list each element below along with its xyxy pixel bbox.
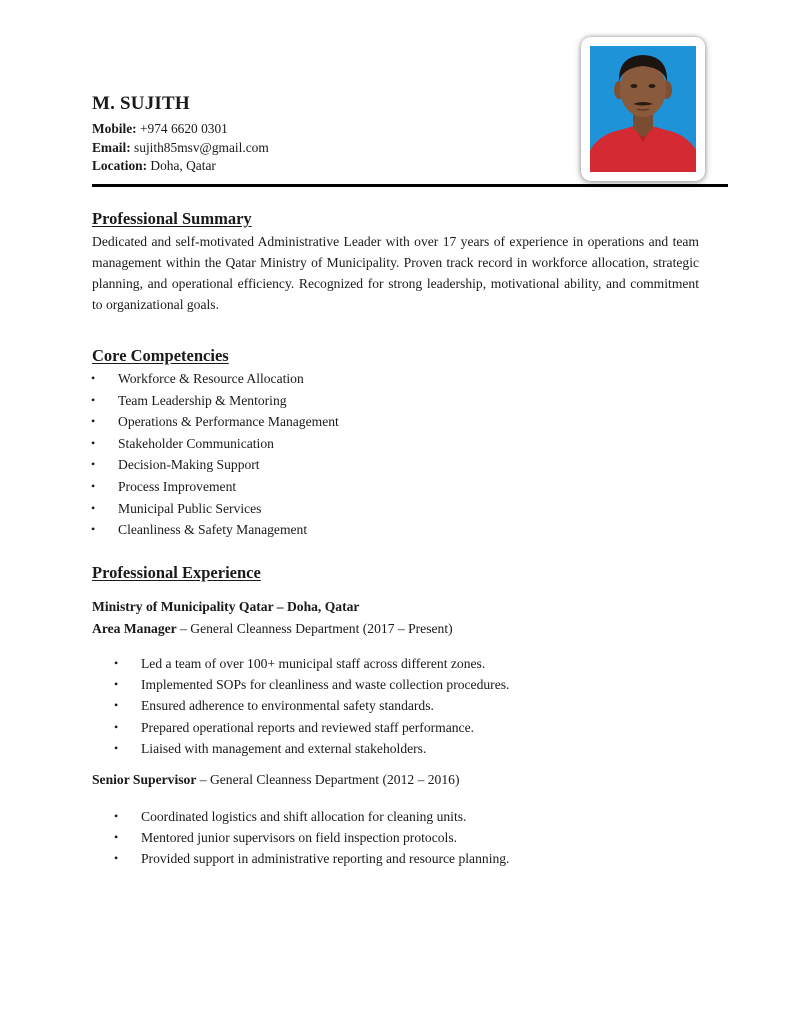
competencies-list bbox=[118, 368, 339, 541]
list-item: • Municipal Public Services bbox=[118, 498, 339, 520]
location-line bbox=[92, 157, 216, 175]
role-area-manager bbox=[92, 621, 453, 637]
role-detail: – General Cleanness Department (2012 – 2016) bbox=[196, 772, 460, 787]
list-item: • Liaised with management and external stakeholders. bbox=[141, 738, 509, 759]
area-manager-duties bbox=[141, 653, 509, 759]
candidate-name: M. SUJITH bbox=[92, 93, 190, 114]
header-divider bbox=[92, 184, 728, 187]
role-title: Senior Supervisor bbox=[92, 772, 197, 787]
mobile-line bbox=[92, 120, 228, 138]
experience-heading: Professional Experience bbox=[92, 563, 261, 582]
role-title: Area Manager bbox=[92, 621, 177, 636]
senior-supervisor-duties bbox=[141, 806, 509, 870]
email-label: Email: bbox=[92, 140, 131, 155]
email-value: sujith85msv@gmail.com bbox=[134, 140, 269, 155]
portrait-illustration bbox=[590, 46, 696, 172]
profile-photo bbox=[590, 46, 696, 172]
list-item: • Provided support in administrative reporting and resource planning. bbox=[141, 848, 509, 869]
list-item: • Team Leadership & Mentoring bbox=[118, 390, 339, 412]
list-item: • Process Improvement bbox=[118, 476, 339, 498]
email-line bbox=[92, 139, 269, 157]
list-item: • Led a team of over 100+ municipal staff across different zones. bbox=[141, 653, 509, 674]
location-value: Doha, Qatar bbox=[150, 158, 216, 173]
location-label: Location: bbox=[92, 158, 148, 173]
competencies-heading: Core Competencies bbox=[92, 346, 229, 365]
profile-photo-frame bbox=[581, 37, 705, 181]
list-item: • Implemented SOPs for cleanliness and waste collection procedures. bbox=[141, 674, 509, 695]
employer-name: Ministry of Municipality Qatar – Doha, Qatar bbox=[92, 599, 360, 614]
list-item: • Prepared operational reports and reviewed staff performance. bbox=[141, 717, 509, 738]
list-item: • Cleanliness & Safety Management bbox=[118, 519, 339, 541]
mobile-label: Mobile: bbox=[92, 121, 137, 136]
summary-heading: Professional Summary bbox=[92, 209, 252, 228]
role-senior-supervisor bbox=[92, 772, 459, 788]
list-item: • Operations & Performance Management bbox=[118, 411, 339, 433]
list-item: • Stakeholder Communication bbox=[118, 433, 339, 455]
list-item: • Mentored junior supervisors on field inspection protocols. bbox=[141, 827, 509, 848]
role-detail: – General Cleanness Department (2017 – Present) bbox=[176, 621, 453, 636]
list-item: • Ensured adherence to environmental safety standards. bbox=[141, 695, 509, 716]
mobile-value: +974 6620 0301 bbox=[139, 121, 228, 136]
list-item: • Decision-Making Support bbox=[118, 454, 339, 476]
summary-text: Dedicated and self-motivated Administrative Leader with over 17 years of experience in operations and team management within the Qatar Ministry of Municipality. Proven track record in workforce allocation, strategic planning, and operational efficiency. Recognized for strong leadership, motivational ability, and commitment to organizational goals. bbox=[92, 234, 699, 312]
list-item: • Workforce & Resource Allocation bbox=[118, 368, 339, 390]
list-item: • Coordinated logistics and shift allocation for cleaning units. bbox=[141, 806, 509, 827]
